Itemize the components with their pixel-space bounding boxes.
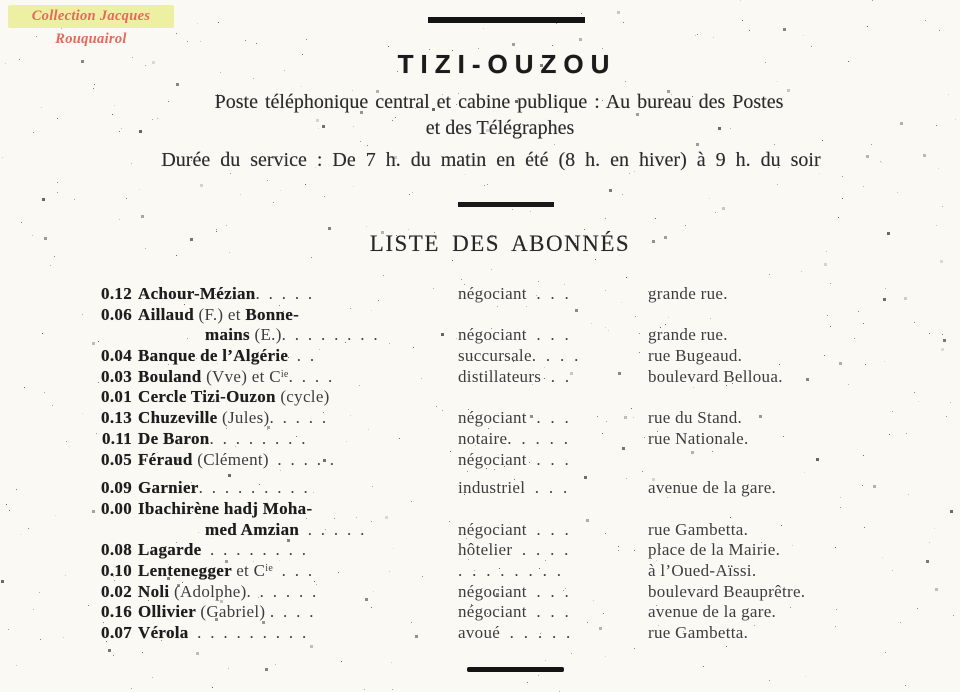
name-segment: . . . . . . . . .: [188, 623, 307, 642]
subscriber-occupation: notaire. . . . .: [458, 428, 569, 448]
subscriber-name: [138, 284, 452, 304]
name-segment: . . . .: [274, 408, 327, 428]
paper-speckle-texture: [0, 0, 1, 1]
name-segment: . . .: [273, 560, 313, 580]
subscriber-occupation: négociant . . .: [458, 581, 570, 601]
name-segment: (E.).: [254, 325, 287, 345]
subscriber-number: 0.08: [101, 540, 132, 560]
list-item: [0, 540, 960, 561]
subscriber-number: 0.16: [101, 602, 132, 622]
subscriber-address: rue Gambetta.: [648, 519, 749, 539]
name-segment: . . . . . . . .: [201, 540, 307, 560]
name-segment: . . . . . . .: [286, 325, 378, 345]
subscriber-number: 0.00: [101, 498, 132, 518]
name-segment: Aillaud: [138, 304, 199, 324]
list-item: [0, 325, 960, 346]
subscriber-name: [138, 429, 452, 449]
subscriber-address: place de la Mairie.: [648, 540, 781, 560]
subscriber-name: [138, 582, 452, 602]
name-segment: (cycle): [280, 387, 330, 407]
subscriber-occupation: négociant . . .: [458, 519, 570, 539]
subscriber-address: grande rue.: [648, 284, 728, 303]
subscriber-name: [138, 499, 452, 519]
name-segment: Lentenegger: [138, 560, 237, 580]
subscriber-number: 0.07: [101, 623, 132, 642]
subtitle-line-2: et des Télégraphes: [425, 117, 575, 139]
name-segment: Féraud: [138, 449, 198, 469]
subscriber-number: 0.05: [101, 449, 132, 469]
page-title: TIZI-OUZOU: [397, 49, 617, 79]
list-item: [0, 387, 960, 408]
subscriber-name: [138, 478, 452, 498]
list-item: [0, 499, 960, 520]
name-segment: . . . .: [288, 366, 333, 386]
subscriber-number: 0.11: [101, 428, 132, 448]
subscriber-address: rue du Stand.: [648, 408, 743, 428]
list-item: [0, 582, 960, 603]
name-segment: et C: [236, 560, 266, 580]
subscriber-name: [138, 305, 452, 325]
subscriber-number: 0.04: [101, 346, 132, 366]
list-item: [0, 284, 960, 305]
subscriber-occupation: négociant . . .: [458, 284, 570, 303]
subscriber-name: [138, 602, 452, 622]
name-segment: (Adolphe).: [173, 581, 252, 601]
list-item: [0, 602, 960, 623]
subscriber-number: 0.01: [101, 387, 132, 407]
name-segment: Garnier: [138, 478, 199, 498]
subscriber-address: rue Gambetta.: [648, 623, 749, 642]
subscriber-address: boulevard Beauprêtre.: [648, 581, 806, 601]
list-item: [0, 561, 960, 582]
name-segment: Bonne-: [245, 304, 300, 324]
name-segment: (F.) et: [198, 304, 246, 324]
subscriber-occupation: négociant . . .: [458, 325, 570, 345]
name-segment: Bouland: [138, 366, 207, 386]
collection-watermark-badge: [8, 5, 174, 47]
list-item: [0, 346, 960, 367]
name-segment: med Amzian: [205, 519, 300, 539]
subscriber-occupation: négociant . . .: [458, 449, 570, 469]
subscriber-name: [138, 408, 452, 428]
subscriber-name: [138, 623, 452, 643]
subscriber-occupation: hôtelier . . . .: [458, 540, 569, 560]
top-divider-bar: [428, 17, 585, 23]
subscriber-address: avenue de la gare.: [648, 478, 777, 498]
list-item: [0, 520, 960, 541]
name-segment: Banque de l’Algérie: [138, 346, 289, 366]
subscriber-list: [0, 284, 960, 644]
name-segment: Chuzeville: [138, 408, 223, 428]
name-segment: . . . .: [269, 602, 314, 622]
subscriber-address: à l’Oued-Aïssi.: [648, 560, 757, 580]
subscriber-name: [138, 367, 452, 387]
list-item: [0, 305, 960, 326]
name-segment: . . . . .: [251, 581, 317, 601]
subscriber-address: avenue de la gare.: [648, 602, 777, 622]
subscriber-number: 0.03: [101, 366, 132, 386]
subscriber-occupation: succursale. . . .: [458, 346, 579, 366]
subscriber-list-heading: LISTE DES ABONNÉS: [369, 231, 631, 256]
subscriber-number: 0.09: [101, 478, 132, 498]
subtitle-line-1: Poste téléphonique central et cabine publique : Au bureau des Postes: [214, 91, 784, 113]
name-segment: mains: [205, 325, 255, 345]
list-item: [0, 478, 960, 499]
name-segment: . . . . .: [255, 284, 313, 303]
name-segment: Achour-Mézian: [138, 284, 256, 303]
subscriber-name: [138, 520, 452, 540]
subscriber-address: grande rue.: [648, 325, 728, 345]
subscriber-number: 0.10: [101, 560, 132, 580]
list-item: [0, 367, 960, 388]
name-segment: . . . . .: [299, 519, 365, 539]
subscriber-address: rue Bugeaud.: [648, 346, 743, 366]
subscriber-occupation: . . . . . . . .: [458, 560, 562, 580]
subscriber-name: [138, 387, 452, 407]
list-item: [0, 450, 960, 471]
subscriber-number: 0.12: [101, 284, 132, 303]
name-segment: . . . . . . . .: [209, 428, 306, 448]
subscriber-occupation: distillateurs . .: [458, 366, 570, 386]
list-item: [0, 429, 960, 450]
collection-watermark-label: Collection Jacques Rouquairol: [31, 8, 151, 47]
list-item: [0, 623, 960, 644]
name-segment: De Baron: [138, 428, 210, 448]
subscriber-number: 0.02: [101, 581, 132, 601]
subscriber-address: boulevard Belloua.: [648, 366, 783, 386]
name-segment: Lagarde: [138, 540, 202, 560]
name-segment: Vérola: [138, 623, 189, 642]
name-segment: (Jules).: [222, 408, 275, 428]
name-segment: ie: [280, 368, 289, 380]
list-item: [0, 408, 960, 429]
name-segment: ie: [265, 562, 274, 574]
service-hours-line: Durée du service : De 7 h. du matin en été (8 h. en hiver) à 9 h. du soir: [161, 149, 821, 171]
subscriber-name: [138, 325, 452, 345]
subscriber-occupation: négociant . . .: [458, 408, 570, 428]
subscriber-name: [138, 540, 452, 560]
name-segment: Ollivier: [138, 602, 201, 622]
subscriber-name: [138, 561, 452, 581]
name-segment: (Clément): [197, 449, 269, 469]
bottom-divider-bar: [467, 667, 564, 672]
subscriber-number: 0.06: [101, 304, 132, 324]
section-divider-rule: [458, 202, 554, 207]
subscriber-name: [138, 450, 452, 470]
subscriber-address: rue Nationale.: [648, 428, 749, 448]
name-segment: (Vve) et C: [206, 366, 281, 386]
name-segment: . .: [288, 346, 315, 366]
name-segment: Ibachirène hadj Moha-: [138, 498, 313, 518]
subscriber-name: [138, 346, 452, 366]
name-segment: . . . . .: [268, 449, 335, 469]
subscriber-number: 0.13: [101, 408, 132, 428]
name-segment: Noli: [138, 581, 174, 601]
subscriber-occupation: avoué . . . . .: [458, 623, 571, 642]
subscriber-occupation: négociant . . .: [458, 602, 570, 622]
name-segment: Cercle Tizi-Ouzon: [138, 387, 281, 407]
name-segment: . . . . . . . . .: [198, 478, 308, 498]
name-segment: (Gabriel): [200, 602, 270, 622]
subscriber-occupation: industriel . . .: [458, 478, 568, 498]
